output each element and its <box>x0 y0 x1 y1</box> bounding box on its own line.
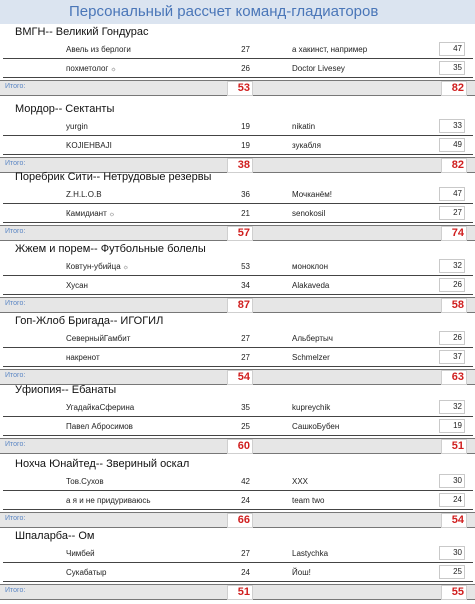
player-name-left: Чимбей <box>66 549 95 558</box>
player-score-right: 19 <box>439 419 465 433</box>
match-title: Мордор-- Сектанты <box>15 103 115 115</box>
player-row <box>0 185 475 203</box>
player-score-left: 27 <box>241 353 250 362</box>
total-left: 66 <box>227 513 253 528</box>
player-name-left: Ковтун-убийца ☼ <box>66 262 130 271</box>
total-label: Итого: <box>5 515 26 522</box>
player-name-right: Йош! <box>292 568 311 577</box>
player-name-left: СеверныйГамбит <box>66 334 131 343</box>
match-title: Уфиопия-- Ебанаты <box>15 384 117 396</box>
player-row <box>0 472 475 490</box>
sun-icon: ☼ <box>108 66 117 73</box>
player-row <box>0 348 475 366</box>
player-score-left: 24 <box>241 568 250 577</box>
match-block <box>0 24 475 100</box>
player-score-right: 32 <box>439 259 465 273</box>
match-title: Жжем и порем-- Футбольные болелы <box>15 243 206 255</box>
player-name-right: senokosil <box>292 209 326 218</box>
total-left: 87 <box>227 298 253 313</box>
player-name-right: зукабля <box>292 141 321 150</box>
player-score-right: 33 <box>439 119 465 133</box>
row-divider <box>3 509 473 510</box>
total-right: 54 <box>441 513 467 528</box>
row-divider <box>3 222 473 223</box>
player-name-right: Альбертыч <box>292 334 333 343</box>
player-name-right: моноклон <box>292 262 329 271</box>
player-score-left: 25 <box>241 422 250 431</box>
player-name-right: Doctor Livesey <box>292 64 345 73</box>
player-score-right: 32 <box>439 400 465 414</box>
player-score-left: 21 <box>241 209 250 218</box>
player-score-right: 47 <box>439 187 465 201</box>
player-name-left: Тов.Сухов <box>66 477 104 486</box>
player-score-left: 27 <box>241 45 250 54</box>
match-title: ВМГН-- Великий Гондурас <box>15 26 149 38</box>
player-row <box>0 398 475 416</box>
row-divider <box>3 77 473 78</box>
row-divider <box>3 154 473 155</box>
row-divider <box>3 435 473 436</box>
player-name-right: Alakaveda <box>292 281 330 290</box>
row-divider <box>3 581 473 582</box>
player-score-right: 25 <box>439 565 465 579</box>
player-name-left: накренот <box>66 353 100 362</box>
total-row <box>0 225 475 241</box>
player-score-right: 24 <box>439 493 465 507</box>
player-name-left: KOJIEHBAJI <box>66 141 112 150</box>
player-score-right: 30 <box>439 474 465 488</box>
total-label: Итого: <box>5 83 26 90</box>
total-right: 58 <box>441 298 467 313</box>
total-label: Итого: <box>5 160 26 167</box>
player-name-left: Павел Абросимов <box>66 422 133 431</box>
player-name-left: Хусан <box>66 281 88 290</box>
player-score-right: 47 <box>439 42 465 56</box>
player-row <box>0 563 475 581</box>
total-left: 54 <box>227 370 253 385</box>
player-row <box>0 117 475 135</box>
player-score-left: 19 <box>241 122 250 131</box>
player-row <box>0 329 475 347</box>
match-block <box>0 169 475 245</box>
match-block <box>0 313 475 389</box>
total-right: 51 <box>441 439 467 454</box>
player-row <box>0 491 475 509</box>
total-right: 63 <box>441 370 467 385</box>
player-row <box>0 276 475 294</box>
total-row <box>0 438 475 454</box>
player-row <box>0 40 475 58</box>
player-name-left: Авель из берлоги <box>66 45 131 54</box>
row-divider <box>3 294 473 295</box>
player-score-left: 53 <box>241 262 250 271</box>
player-name-left: Z.H.L.O.B <box>66 190 102 199</box>
player-score-left: 35 <box>241 403 250 412</box>
total-right: 82 <box>441 158 467 173</box>
total-row <box>0 80 475 96</box>
player-score-left: 26 <box>241 64 250 73</box>
total-left: 57 <box>227 226 253 241</box>
player-name-right: Lastychka <box>292 549 329 558</box>
player-name-left: yurgin <box>66 122 88 131</box>
row-divider <box>3 366 473 367</box>
total-label: Итого: <box>5 228 26 235</box>
total-row <box>0 297 475 313</box>
sun-icon: ☼ <box>120 264 130 271</box>
total-label: Итого: <box>5 300 26 307</box>
total-right: 74 <box>441 226 467 241</box>
player-score-right: 35 <box>439 61 465 75</box>
player-row <box>0 417 475 435</box>
match-block <box>0 382 475 458</box>
match-title: Нохча Юнайтед-- Звериный оскал <box>15 458 190 470</box>
total-label: Итого: <box>5 372 26 379</box>
player-score-right: 26 <box>439 278 465 292</box>
player-name-right: Schmelzer <box>292 353 330 362</box>
player-name-left: Камидиант ☼ <box>66 209 116 218</box>
player-name-left: УгадайкаСферина <box>66 403 135 412</box>
match-block <box>0 456 475 532</box>
match-block <box>0 101 475 177</box>
player-name-right: Мочканём! <box>292 190 332 199</box>
player-name-right: kupreychik <box>292 403 331 412</box>
player-score-right: 27 <box>439 206 465 220</box>
total-label: Итого: <box>5 441 26 448</box>
player-row <box>0 136 475 154</box>
player-row <box>0 204 475 222</box>
total-right: 82 <box>441 81 467 96</box>
match-title: Поребрик Сити-- Нетрудовые резервы <box>15 171 212 183</box>
player-score-right: 37 <box>439 350 465 364</box>
total-left: 51 <box>227 585 253 600</box>
player-score-right: 26 <box>439 331 465 345</box>
player-score-left: 19 <box>241 141 250 150</box>
player-name-right: team two <box>292 496 325 505</box>
player-row <box>0 544 475 562</box>
match-title: Гоп-Жлоб Бригада-- ИГОГИЛ <box>15 315 164 327</box>
total-label: Итого: <box>5 587 26 594</box>
sun-icon: ☼ <box>106 211 116 218</box>
player-row <box>0 257 475 275</box>
player-row <box>0 59 475 77</box>
player-name-right: а хакинст, например <box>292 45 368 54</box>
player-score-left: 42 <box>241 477 250 486</box>
total-row <box>0 512 475 528</box>
player-score-left: 27 <box>241 334 250 343</box>
total-left: 60 <box>227 439 253 454</box>
player-name-right: XXX <box>292 477 309 486</box>
total-left: 38 <box>227 158 253 173</box>
player-name-left: а я и не придуриваюсь <box>66 496 151 505</box>
player-name-right: nikatin <box>292 122 316 131</box>
player-score-left: 27 <box>241 549 250 558</box>
player-score-left: 34 <box>241 281 250 290</box>
player-score-right: 49 <box>439 138 465 152</box>
total-right: 55 <box>441 585 467 600</box>
player-score-left: 36 <box>241 190 250 199</box>
match-block <box>0 241 475 317</box>
player-name-right: СашкоБубен <box>292 422 340 431</box>
total-left: 53 <box>227 81 253 96</box>
match-title: Шпаларба-- Ом <box>15 530 95 542</box>
match-block <box>0 528 475 604</box>
player-name-left: Сукабатыр <box>66 568 107 577</box>
page-title: Персональный рассчет команд-гладиаторов <box>0 0 475 24</box>
player-score-right: 30 <box>439 546 465 560</box>
player-score-left: 24 <box>241 496 250 505</box>
total-row <box>0 584 475 600</box>
player-name-left: похметолог ☼ <box>66 64 117 73</box>
